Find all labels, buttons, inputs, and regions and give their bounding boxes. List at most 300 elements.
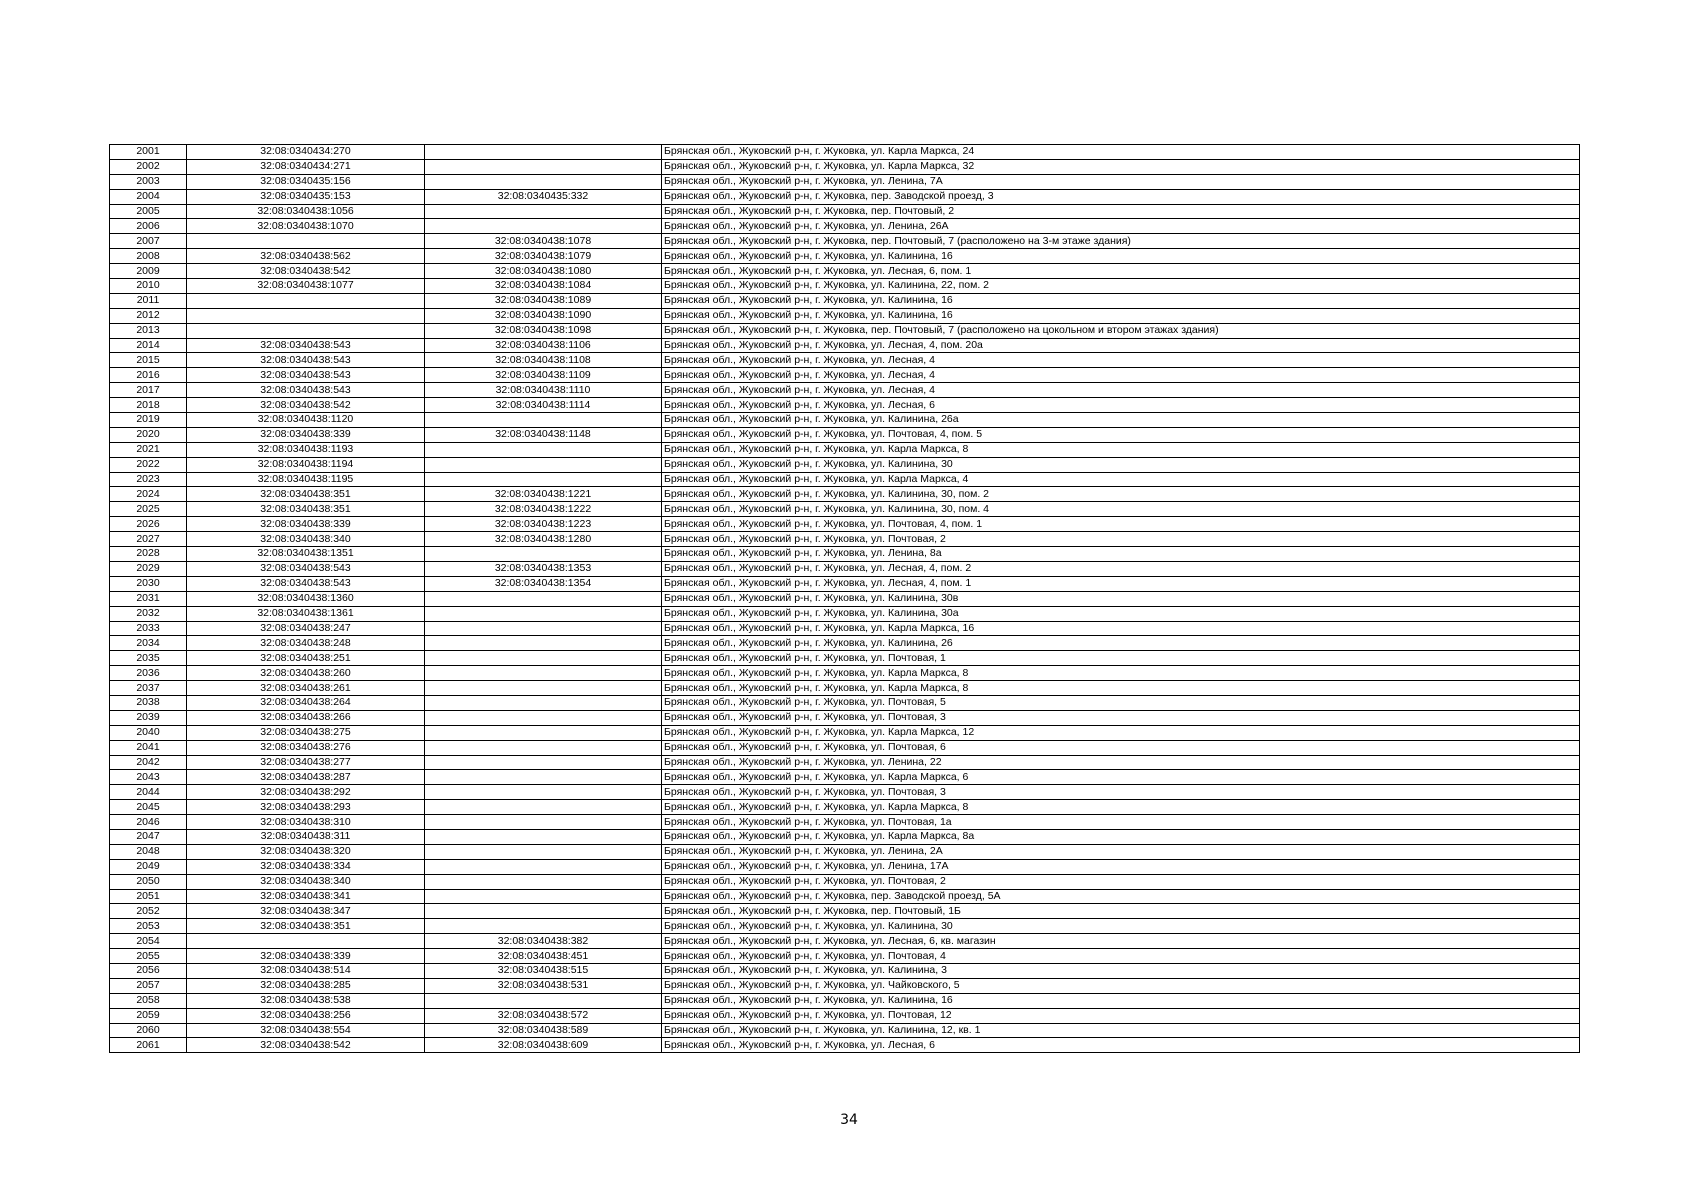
table-row xyxy=(110,487,1580,502)
row-number-cell: 2032 xyxy=(110,606,187,621)
row-number-cell: 2019 xyxy=(110,413,187,428)
row-number-cell: 2008 xyxy=(110,249,187,264)
premises-cadastral-cell xyxy=(425,621,662,636)
table-row xyxy=(110,576,1580,591)
premises-cadastral-cell xyxy=(425,904,662,919)
premises-cadastral-cell: 32:08:0340438:1221 xyxy=(425,487,662,502)
building-cadastral-cell: 32:08:0340438:542 xyxy=(187,398,425,413)
building-cadastral-cell: 32:08:0340438:248 xyxy=(187,636,425,651)
building-cadastral-cell: 32:08:0340438:285 xyxy=(187,978,425,993)
table-row xyxy=(110,710,1580,725)
building-cadastral-cell: 32:08:0340438:543 xyxy=(187,338,425,353)
premises-cadastral-cell: 32:08:0340438:1078 xyxy=(425,234,662,249)
building-cadastral-cell: 32:08:0340438:276 xyxy=(187,740,425,755)
address-cell: Брянская обл., Жуковский р-н, г. Жуковка, ул. Почтовая, 4, пом. 5 xyxy=(662,427,1580,442)
address-cell: Брянская обл., Жуковский р-н, г. Жуковка, ул. Карла Маркса, 6 xyxy=(662,770,1580,785)
table-row xyxy=(110,993,1580,1008)
premises-cadastral-cell: 32:08:0340438:1090 xyxy=(425,308,662,323)
table-row xyxy=(110,874,1580,889)
row-number-cell: 2055 xyxy=(110,949,187,964)
premises-cadastral-cell: 32:08:0340438:1148 xyxy=(425,427,662,442)
row-number-cell: 2025 xyxy=(110,502,187,517)
premises-cadastral-cell xyxy=(425,174,662,189)
building-cadastral-cell xyxy=(187,293,425,308)
premises-cadastral-cell xyxy=(425,666,662,681)
row-number-cell: 2006 xyxy=(110,219,187,234)
address-cell: Брянская обл., Жуковский р-н, г. Жуковка, ул. Калинина, 26а xyxy=(662,413,1580,428)
table-row xyxy=(110,264,1580,279)
table-row xyxy=(110,963,1580,978)
building-cadastral-cell: 32:08:0340438:1194 xyxy=(187,457,425,472)
table-row xyxy=(110,219,1580,234)
building-cadastral-cell: 32:08:0340438:351 xyxy=(187,502,425,517)
row-number-cell: 2018 xyxy=(110,398,187,413)
building-cadastral-cell: 32:08:0340438:543 xyxy=(187,368,425,383)
address-cell: Брянская обл., Жуковский р-н, г. Жуковка, ул. Ленина, 7А xyxy=(662,174,1580,189)
address-cell: Брянская обл., Жуковский р-н, г. Жуковка, ул. Калинина, 30в xyxy=(662,591,1580,606)
address-cell: Брянская обл., Жуковский р-н, г. Жуковка, ул. Калинина, 16 xyxy=(662,293,1580,308)
table-row xyxy=(110,189,1580,204)
premises-cadastral-cell: 32:08:0340438:1108 xyxy=(425,353,662,368)
row-number-cell: 2012 xyxy=(110,308,187,323)
address-cell: Брянская обл., Жуковский р-н, г. Жуковка, ул. Почтовая, 3 xyxy=(662,710,1580,725)
building-cadastral-cell: 32:08:0340438:554 xyxy=(187,1023,425,1038)
building-cadastral-cell: 32:08:0340438:1077 xyxy=(187,279,425,294)
table-row xyxy=(110,249,1580,264)
premises-cadastral-cell xyxy=(425,770,662,785)
row-number-cell: 2011 xyxy=(110,293,187,308)
row-number-cell: 2042 xyxy=(110,755,187,770)
address-cell: Брянская обл., Жуковский р-н, г. Жуковка, ул. Карла Маркса, 4 xyxy=(662,472,1580,487)
row-number-cell: 2004 xyxy=(110,189,187,204)
premises-cadastral-cell xyxy=(425,725,662,740)
building-cadastral-cell: 32:08:0340435:156 xyxy=(187,174,425,189)
address-cell: Брянская обл., Жуковский р-н, г. Жуковка, пер. Почтовый, 2 xyxy=(662,204,1580,219)
address-cell: Брянская обл., Жуковский р-н, г. Жуковка, ул. Калинина, 16 xyxy=(662,249,1580,264)
table-row xyxy=(110,159,1580,174)
row-number-cell: 2020 xyxy=(110,427,187,442)
row-number-cell: 2046 xyxy=(110,815,187,830)
address-cell: Брянская обл., Жуковский р-н, г. Жуковка, ул. Чайковского, 5 xyxy=(662,978,1580,993)
address-cell: Брянская обл., Жуковский р-н, г. Жуковка, ул. Почтовая, 3 xyxy=(662,785,1580,800)
address-cell: Брянская обл., Жуковский р-н, г. Жуковка, ул. Почтовая, 1а xyxy=(662,815,1580,830)
table-row xyxy=(110,174,1580,189)
building-cadastral-cell xyxy=(187,323,425,338)
address-cell: Брянская обл., Жуковский р-н, г. Жуковка, ул. Лесная, 4 xyxy=(662,353,1580,368)
row-number-cell: 2041 xyxy=(110,740,187,755)
row-number-cell: 2030 xyxy=(110,576,187,591)
row-number-cell: 2003 xyxy=(110,174,187,189)
premises-cadastral-cell xyxy=(425,829,662,844)
building-cadastral-cell: 32:08:0340438:339 xyxy=(187,949,425,964)
building-cadastral-cell: 32:08:0340438:543 xyxy=(187,353,425,368)
building-cadastral-cell: 32:08:0340438:247 xyxy=(187,621,425,636)
building-cadastral-cell: 32:08:0340438:310 xyxy=(187,815,425,830)
table-row xyxy=(110,1008,1580,1023)
building-cadastral-cell: 32:08:0340438:542 xyxy=(187,264,425,279)
address-cell: Брянская обл., Жуковский р-н, г. Жуковка, ул. Калинина, 26 xyxy=(662,636,1580,651)
building-cadastral-cell: 32:08:0340438:543 xyxy=(187,576,425,591)
premises-cadastral-cell: 32:08:0340438:1280 xyxy=(425,532,662,547)
row-number-cell: 2040 xyxy=(110,725,187,740)
address-cell: Брянская обл., Жуковский р-н, г. Жуковка, ул. Карла Маркса, 8 xyxy=(662,666,1580,681)
address-cell: Брянская обл., Жуковский р-н, г. Жуковка, ул. Лесная, 4 xyxy=(662,368,1580,383)
building-cadastral-cell: 32:08:0340438:320 xyxy=(187,844,425,859)
address-cell: Брянская обл., Жуковский р-н, г. Жуковка, ул. Почтовая, 5 xyxy=(662,695,1580,710)
row-number-cell: 2047 xyxy=(110,829,187,844)
table-row xyxy=(110,636,1580,651)
row-number-cell: 2029 xyxy=(110,561,187,576)
premises-cadastral-cell: 32:08:0340438:572 xyxy=(425,1008,662,1023)
premises-cadastral-cell: 32:08:0340438:1080 xyxy=(425,264,662,279)
building-cadastral-cell: 32:08:0340438:339 xyxy=(187,517,425,532)
table-row xyxy=(110,695,1580,710)
premises-cadastral-cell xyxy=(425,859,662,874)
table-row xyxy=(110,978,1580,993)
address-cell: Брянская обл., Жуковский р-н, г. Жуковка, ул. Калинина, 16 xyxy=(662,308,1580,323)
row-number-cell: 2056 xyxy=(110,963,187,978)
table-row xyxy=(110,561,1580,576)
premises-cadastral-cell: 32:08:0340438:1110 xyxy=(425,383,662,398)
address-cell: Брянская обл., Жуковский р-н, г. Жуковка, пер. Почтовый, 7 (расположено на 3-м этаже здания) xyxy=(662,234,1580,249)
table-row xyxy=(110,383,1580,398)
premises-cadastral-cell xyxy=(425,889,662,904)
row-number-cell: 2057 xyxy=(110,978,187,993)
building-cadastral-cell: 32:08:0340438:339 xyxy=(187,427,425,442)
building-cadastral-cell: 32:08:0340438:311 xyxy=(187,829,425,844)
table-row xyxy=(110,681,1580,696)
table-row xyxy=(110,308,1580,323)
building-cadastral-cell: 32:08:0340438:293 xyxy=(187,800,425,815)
table-row xyxy=(110,621,1580,636)
building-cadastral-cell: 32:08:0340438:1351 xyxy=(187,547,425,562)
building-cadastral-cell: 32:08:0340438:340 xyxy=(187,874,425,889)
address-cell: Брянская обл., Жуковский р-н, г. Жуковка, ул. Калинина, 16 xyxy=(662,993,1580,1008)
row-number-cell: 2002 xyxy=(110,159,187,174)
premises-cadastral-cell xyxy=(425,785,662,800)
row-number-cell: 2060 xyxy=(110,1023,187,1038)
premises-cadastral-cell xyxy=(425,681,662,696)
table-row xyxy=(110,829,1580,844)
building-cadastral-cell: 32:08:0340438:275 xyxy=(187,725,425,740)
table-row xyxy=(110,889,1580,904)
table-row xyxy=(110,517,1580,532)
premises-cadastral-cell: 32:08:0340438:1084 xyxy=(425,279,662,294)
address-cell: Брянская обл., Жуковский р-н, г. Жуковка, ул. Карла Маркса, 8 xyxy=(662,800,1580,815)
address-cell: Брянская обл., Жуковский р-н, г. Жуковка, ул. Лесная, 6 xyxy=(662,1038,1580,1053)
table-row xyxy=(110,413,1580,428)
building-cadastral-cell: 32:08:0340438:1056 xyxy=(187,204,425,219)
table-row xyxy=(110,904,1580,919)
premises-cadastral-cell: 32:08:0340438:515 xyxy=(425,963,662,978)
table-row xyxy=(110,934,1580,949)
row-number-cell: 2028 xyxy=(110,547,187,562)
address-cell: Брянская обл., Жуковский р-н, г. Жуковка, ул. Лесная, 4 xyxy=(662,383,1580,398)
premises-cadastral-cell: 32:08:0340438:1109 xyxy=(425,368,662,383)
row-number-cell: 2005 xyxy=(110,204,187,219)
property-table xyxy=(109,144,1580,1053)
address-cell: Брянская обл., Жуковский р-н, г. Жуковка, ул. Карла Маркса, 16 xyxy=(662,621,1580,636)
building-cadastral-cell: 32:08:0340438:261 xyxy=(187,681,425,696)
row-number-cell: 2010 xyxy=(110,279,187,294)
table-row xyxy=(110,234,1580,249)
row-number-cell: 2013 xyxy=(110,323,187,338)
building-cadastral-cell: 32:08:0340438:1070 xyxy=(187,219,425,234)
table-row xyxy=(110,368,1580,383)
row-number-cell: 2045 xyxy=(110,800,187,815)
premises-cadastral-cell: 32:08:0340438:1098 xyxy=(425,323,662,338)
premises-cadastral-cell xyxy=(425,159,662,174)
row-number-cell: 2043 xyxy=(110,770,187,785)
row-number-cell: 2001 xyxy=(110,145,187,160)
building-cadastral-cell: 32:08:0340438:562 xyxy=(187,249,425,264)
premises-cadastral-cell: 32:08:0340438:1079 xyxy=(425,249,662,264)
premises-cadastral-cell: 32:08:0340438:1354 xyxy=(425,576,662,591)
row-number-cell: 2033 xyxy=(110,621,187,636)
table-row xyxy=(110,755,1580,770)
page-number: 34 xyxy=(840,1112,858,1128)
row-number-cell: 2051 xyxy=(110,889,187,904)
address-cell: Брянская обл., Жуковский р-н, г. Жуковка, ул. Карла Маркса, 8 xyxy=(662,681,1580,696)
building-cadastral-cell: 32:08:0340435:153 xyxy=(187,189,425,204)
address-cell: Брянская обл., Жуковский р-н, г. Жуковка, ул. Ленина, 2А xyxy=(662,844,1580,859)
premises-cadastral-cell: 32:08:0340438:609 xyxy=(425,1038,662,1053)
table-row xyxy=(110,591,1580,606)
premises-cadastral-cell xyxy=(425,413,662,428)
premises-cadastral-cell xyxy=(425,219,662,234)
address-cell: Брянская обл., Жуковский р-н, г. Жуковка, ул. Ленина, 22 xyxy=(662,755,1580,770)
row-number-cell: 2052 xyxy=(110,904,187,919)
table-row xyxy=(110,949,1580,964)
property-table-body xyxy=(110,145,1580,1053)
row-number-cell: 2039 xyxy=(110,710,187,725)
building-cadastral-cell xyxy=(187,234,425,249)
address-cell: Брянская обл., Жуковский р-н, г. Жуковка, ул. Лесная, 4, пом. 2 xyxy=(662,561,1580,576)
row-number-cell: 2059 xyxy=(110,1008,187,1023)
premises-cadastral-cell: 32:08:0340438:1223 xyxy=(425,517,662,532)
premises-cadastral-cell xyxy=(425,457,662,472)
premises-cadastral-cell xyxy=(425,874,662,889)
address-cell: Брянская обл., Жуковский р-н, г. Жуковка, пер. Почтовый, 1Б xyxy=(662,904,1580,919)
row-number-cell: 2050 xyxy=(110,874,187,889)
premises-cadastral-cell xyxy=(425,472,662,487)
address-cell: Брянская обл., Жуковский р-н, г. Жуковка, ул. Лесная, 6 xyxy=(662,398,1580,413)
address-cell: Брянская обл., Жуковский р-н, г. Жуковка, ул. Почтовая, 4, пом. 1 xyxy=(662,517,1580,532)
building-cadastral-cell: 32:08:0340438:277 xyxy=(187,755,425,770)
table-row xyxy=(110,1023,1580,1038)
row-number-cell: 2058 xyxy=(110,993,187,1008)
address-cell: Брянская обл., Жуковский р-н, г. Жуковка, ул. Лесная, 4, пом. 1 xyxy=(662,576,1580,591)
premises-cadastral-cell: 32:08:0340438:1353 xyxy=(425,561,662,576)
premises-cadastral-cell xyxy=(425,993,662,1008)
row-number-cell: 2014 xyxy=(110,338,187,353)
table-row xyxy=(110,532,1580,547)
premises-cadastral-cell: 32:08:0340438:1089 xyxy=(425,293,662,308)
table-row xyxy=(110,725,1580,740)
building-cadastral-cell: 32:08:0340438:266 xyxy=(187,710,425,725)
row-number-cell: 2015 xyxy=(110,353,187,368)
building-cadastral-cell: 32:08:0340438:256 xyxy=(187,1008,425,1023)
address-cell: Брянская обл., Жуковский р-н, г. Жуковка, ул. Карла Маркса, 32 xyxy=(662,159,1580,174)
row-number-cell: 2027 xyxy=(110,532,187,547)
building-cadastral-cell: 32:08:0340438:514 xyxy=(187,963,425,978)
table-row xyxy=(110,785,1580,800)
row-number-cell: 2054 xyxy=(110,934,187,949)
premises-cadastral-cell: 32:08:0340438:589 xyxy=(425,1023,662,1038)
premises-cadastral-cell xyxy=(425,651,662,666)
table-row xyxy=(110,323,1580,338)
table-row xyxy=(110,502,1580,517)
premises-cadastral-cell xyxy=(425,919,662,934)
row-number-cell: 2026 xyxy=(110,517,187,532)
premises-cadastral-cell xyxy=(425,547,662,562)
building-cadastral-cell: 32:08:0340438:340 xyxy=(187,532,425,547)
table-row xyxy=(110,457,1580,472)
row-number-cell: 2022 xyxy=(110,457,187,472)
address-cell: Брянская обл., Жуковский р-н, г. Жуковка, ул. Ленина, 17А xyxy=(662,859,1580,874)
premises-cadastral-cell xyxy=(425,844,662,859)
premises-cadastral-cell xyxy=(425,204,662,219)
premises-cadastral-cell xyxy=(425,442,662,457)
address-cell: Брянская обл., Жуковский р-н, г. Жуковка, ул. Почтовая, 6 xyxy=(662,740,1580,755)
address-cell: Брянская обл., Жуковский р-н, г. Жуковка, ул. Калинина, 30, пом. 4 xyxy=(662,502,1580,517)
row-number-cell: 2017 xyxy=(110,383,187,398)
address-cell: Брянская обл., Жуковский р-н, г. Жуковка, ул. Почтовая, 4 xyxy=(662,949,1580,964)
premises-cadastral-cell xyxy=(425,695,662,710)
premises-cadastral-cell: 32:08:0340438:1114 xyxy=(425,398,662,413)
premises-cadastral-cell xyxy=(425,591,662,606)
table-row xyxy=(110,800,1580,815)
building-cadastral-cell: 32:08:0340438:287 xyxy=(187,770,425,785)
address-cell: Брянская обл., Жуковский р-н, г. Жуковка, ул. Карла Маркса, 12 xyxy=(662,725,1580,740)
row-number-cell: 2061 xyxy=(110,1038,187,1053)
address-cell: Брянская обл., Жуковский р-н, г. Жуковка, пер. Почтовый, 7 (расположено на цокольном и втором этажах здания) xyxy=(662,323,1580,338)
building-cadastral-cell: 32:08:0340438:334 xyxy=(187,859,425,874)
table-row xyxy=(110,651,1580,666)
address-cell: Брянская обл., Жуковский р-н, г. Жуковка, ул. Калинина, 30 xyxy=(662,919,1580,934)
building-cadastral-cell: 32:08:0340438:251 xyxy=(187,651,425,666)
table-row xyxy=(110,427,1580,442)
address-cell: Брянская обл., Жуковский р-н, г. Жуковка, ул. Почтовая, 2 xyxy=(662,532,1580,547)
table-row xyxy=(110,770,1580,785)
building-cadastral-cell: 32:08:0340438:351 xyxy=(187,487,425,502)
row-number-cell: 2023 xyxy=(110,472,187,487)
address-cell: Брянская обл., Жуковский р-н, г. Жуковка, ул. Калинина, 22, пом. 2 xyxy=(662,279,1580,294)
address-cell: Брянская обл., Жуковский р-н, г. Жуковка, ул. Калинина, 30 xyxy=(662,457,1580,472)
address-cell: Брянская обл., Жуковский р-н, г. Жуковка, пер. Заводской проезд, 3 xyxy=(662,189,1580,204)
table-row xyxy=(110,815,1580,830)
premises-cadastral-cell: 32:08:0340438:531 xyxy=(425,978,662,993)
table-row xyxy=(110,859,1580,874)
premises-cadastral-cell: 32:08:0340435:332 xyxy=(425,189,662,204)
address-cell: Брянская обл., Жуковский р-н, г. Жуковка, ул. Калинина, 12, кв. 1 xyxy=(662,1023,1580,1038)
table-row xyxy=(110,472,1580,487)
table-row xyxy=(110,293,1580,308)
table-row xyxy=(110,919,1580,934)
building-cadastral-cell: 32:08:0340434:271 xyxy=(187,159,425,174)
table-row xyxy=(110,353,1580,368)
table-row xyxy=(110,338,1580,353)
address-cell: Брянская обл., Жуковский р-н, г. Жуковка, ул. Почтовая, 2 xyxy=(662,874,1580,889)
row-number-cell: 2021 xyxy=(110,442,187,457)
building-cadastral-cell: 32:08:0340438:543 xyxy=(187,383,425,398)
building-cadastral-cell: 32:08:0340438:1193 xyxy=(187,442,425,457)
address-cell: Брянская обл., Жуковский р-н, г. Жуковка, пер. Заводской проезд, 5А xyxy=(662,889,1580,904)
address-cell: Брянская обл., Жуковский р-н, г. Жуковка, ул. Ленина, 26А xyxy=(662,219,1580,234)
table-row xyxy=(110,844,1580,859)
premises-cadastral-cell xyxy=(425,800,662,815)
address-cell: Брянская обл., Жуковский р-н, г. Жуковка, ул. Карла Маркса, 8 xyxy=(662,442,1580,457)
row-number-cell: 2038 xyxy=(110,695,187,710)
row-number-cell: 2024 xyxy=(110,487,187,502)
table-row xyxy=(110,1038,1580,1053)
address-cell: Брянская обл., Жуковский р-н, г. Жуковка, ул. Калинина, 30а xyxy=(662,606,1580,621)
premises-cadastral-cell: 32:08:0340438:451 xyxy=(425,949,662,964)
premises-cadastral-cell xyxy=(425,145,662,160)
row-number-cell: 2016 xyxy=(110,368,187,383)
table-row xyxy=(110,547,1580,562)
building-cadastral-cell: 32:08:0340438:1360 xyxy=(187,591,425,606)
premises-cadastral-cell xyxy=(425,815,662,830)
row-number-cell: 2053 xyxy=(110,919,187,934)
building-cadastral-cell xyxy=(187,934,425,949)
premises-cadastral-cell: 32:08:0340438:1106 xyxy=(425,338,662,353)
row-number-cell: 2049 xyxy=(110,859,187,874)
address-cell: Брянская обл., Жуковский р-н, г. Жуковка, ул. Почтовая, 1 xyxy=(662,651,1580,666)
row-number-cell: 2034 xyxy=(110,636,187,651)
row-number-cell: 2031 xyxy=(110,591,187,606)
address-cell: Брянская обл., Жуковский р-н, г. Жуковка, ул. Лесная, 4, пом. 20а xyxy=(662,338,1580,353)
row-number-cell: 2036 xyxy=(110,666,187,681)
table-row xyxy=(110,204,1580,219)
building-cadastral-cell xyxy=(187,308,425,323)
address-cell: Брянская обл., Жуковский р-н, г. Жуковка, ул. Почтовая, 12 xyxy=(662,1008,1580,1023)
premises-cadastral-cell xyxy=(425,755,662,770)
building-cadastral-cell: 32:08:0340438:292 xyxy=(187,785,425,800)
premises-cadastral-cell xyxy=(425,710,662,725)
premises-cadastral-cell xyxy=(425,636,662,651)
building-cadastral-cell: 32:08:0340434:270 xyxy=(187,145,425,160)
row-number-cell: 2035 xyxy=(110,651,187,666)
row-number-cell: 2048 xyxy=(110,844,187,859)
premises-cadastral-cell: 32:08:0340438:1222 xyxy=(425,502,662,517)
table-row xyxy=(110,398,1580,413)
premises-cadastral-cell xyxy=(425,606,662,621)
table-row xyxy=(110,279,1580,294)
address-cell: Брянская обл., Жуковский р-н, г. Жуковка, ул. Калинина, 3 xyxy=(662,963,1580,978)
address-cell: Брянская обл., Жуковский р-н, г. Жуковка, ул. Ленина, 8а xyxy=(662,547,1580,562)
building-cadastral-cell: 32:08:0340438:351 xyxy=(187,919,425,934)
table-row xyxy=(110,442,1580,457)
address-cell: Брянская обл., Жуковский р-н, г. Жуковка, ул. Лесная, 6, пом. 1 xyxy=(662,264,1580,279)
building-cadastral-cell: 32:08:0340438:264 xyxy=(187,695,425,710)
premises-cadastral-cell xyxy=(425,740,662,755)
building-cadastral-cell: 32:08:0340438:1195 xyxy=(187,472,425,487)
address-cell: Брянская обл., Жуковский р-н, г. Жуковка, ул. Карла Маркса, 24 xyxy=(662,145,1580,160)
table-row xyxy=(110,666,1580,681)
address-cell: Брянская обл., Жуковский р-н, г. Жуковка, ул. Карла Маркса, 8а xyxy=(662,829,1580,844)
building-cadastral-cell: 32:08:0340438:341 xyxy=(187,889,425,904)
building-cadastral-cell: 32:08:0340438:543 xyxy=(187,561,425,576)
building-cadastral-cell: 32:08:0340438:1361 xyxy=(187,606,425,621)
row-number-cell: 2007 xyxy=(110,234,187,249)
building-cadastral-cell: 32:08:0340438:260 xyxy=(187,666,425,681)
row-number-cell: 2037 xyxy=(110,681,187,696)
row-number-cell: 2009 xyxy=(110,264,187,279)
building-cadastral-cell: 32:08:0340438:1120 xyxy=(187,413,425,428)
building-cadastral-cell: 32:08:0340438:347 xyxy=(187,904,425,919)
table-row xyxy=(110,145,1580,160)
